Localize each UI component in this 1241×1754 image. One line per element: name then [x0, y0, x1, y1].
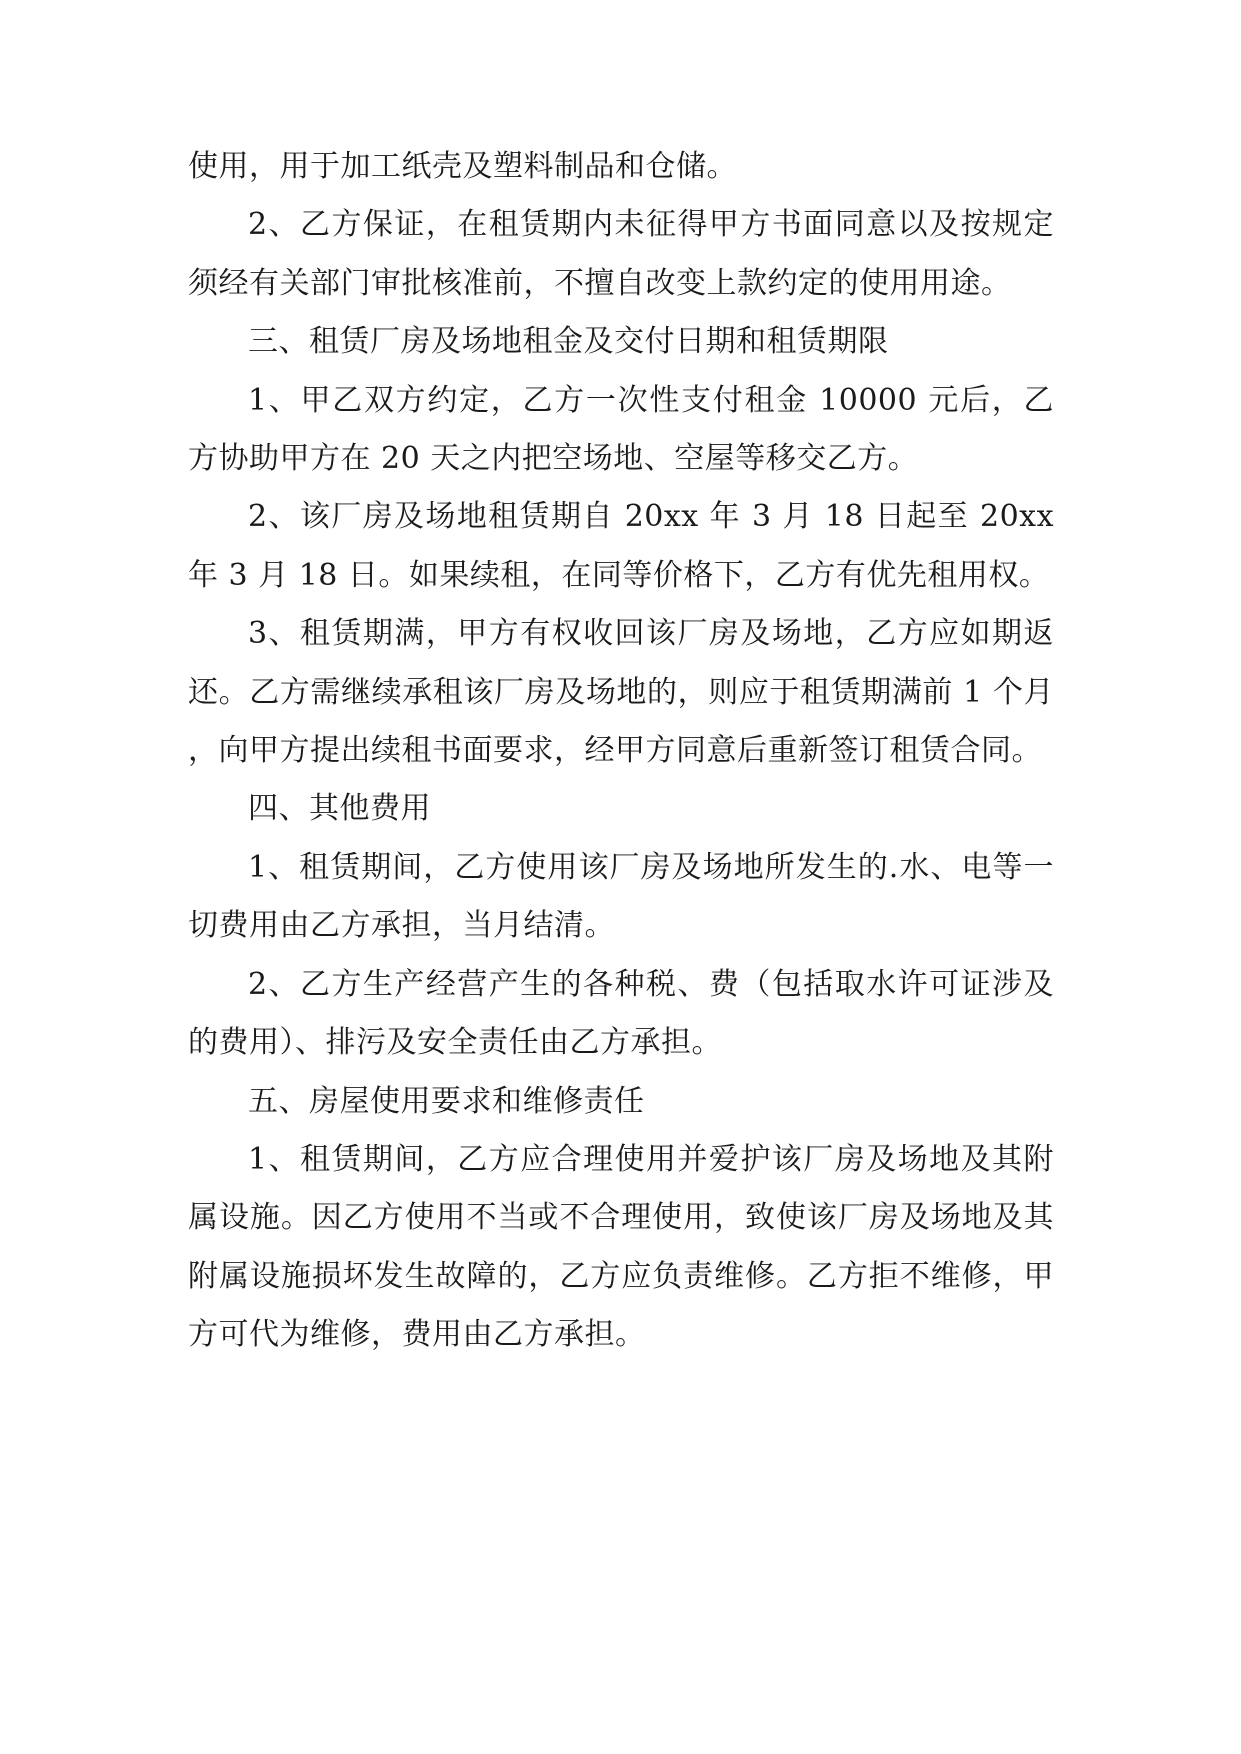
section-heading-other-fees: 四、其他费用 — [248, 791, 431, 827]
paragraph-clause-1-maintenance: 1、租赁期间，乙方应合理使用并爱护该厂房及场地及其附属设施。因乙方使用不当或不合理使用，致使该厂房及场地及其附属设施损坏发生故障的，乙方应负责维修。乙方拒不维修，甲方可代为维修，费用由乙方承担。 — [188, 1141, 1054, 1353]
paragraph-clause-3-lease-expiry: 3、租赁期满，甲方有权收回该厂房及场地，乙方应如期返还。乙方需继续承租该厂房及场地的，则应于租赁期满前 1 个月，向甲方提出续租书面要求，经甲方同意后重新签订租赁合同。 — [188, 616, 1054, 769]
section-heading-usage-and-maintenance: 五、房屋使用要求和维修责任 — [248, 1083, 645, 1119]
paragraph-usage-continuation: 使用，用于加工纸壳及塑料制品和仓储。 — [188, 149, 737, 184]
paragraph-clause-2-lease-term: 2、该厂房及场地租赁期自 20xx 年 3 月 18 日起至 20xx 年 3 月 18 日。如果续租，在同等价格下，乙方有优先租用权。 — [188, 499, 1054, 593]
section-heading-rent-and-term: 三、租赁厂房及场地租金及交付日期和租赁期限 — [248, 324, 889, 360]
paragraph-clause-2-taxes: 2、乙方生产经营产生的各种税、费（包括取水许可证涉及的费用）、排污及安全责任由乙方承担。 — [188, 966, 1054, 1061]
paragraph-clause-1-rent-payment: 1、甲乙双方约定，乙方一次性支付租金 10000 元后，乙方协助甲方在 20 天之内把空场地、空屋等移交乙方。 — [188, 382, 1054, 477]
paragraph-clause-2-usage-guarantee: 2、乙方保证，在租赁期内未征得甲方书面同意以及按规定须经有关部门审批核准前，不擅自改变上款约定的使用用途。 — [188, 207, 1054, 301]
paragraph-clause-1-utilities: 1、租赁期间，乙方使用该厂房及场地所发生的.水、电等一切费用由乙方承担，当月结清。 — [188, 849, 1054, 944]
document-page — [188, 138, 1054, 1365]
